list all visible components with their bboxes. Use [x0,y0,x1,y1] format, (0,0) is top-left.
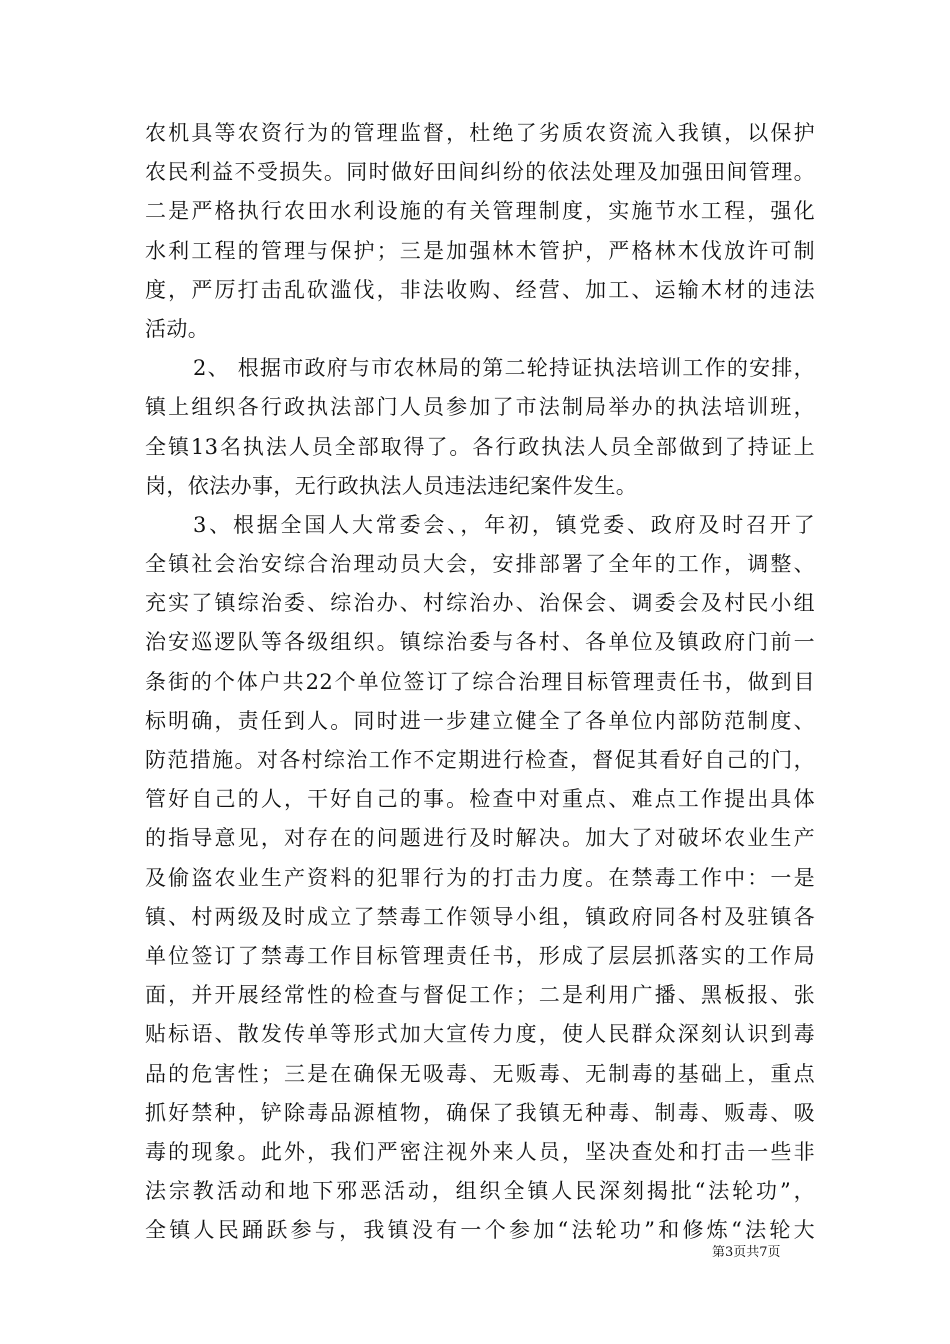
text-line: 全镇人民踊跃参与，我镇没有一个参加“法轮功”和修炼“法轮大 [145,1218,815,1243]
text-line: 管好自己的人，干好自己的事。检查中对重点、难点工作提出具体 [145,787,815,812]
text-line: 农机具等农资行为的管理监督，杜绝了劣质农资流入我镇，以保护 [145,121,815,145]
text-line: 条街的个体户共22个单位签订了综合治理目标管理责任书，做到目 [145,669,815,694]
text-line: 农民利益不受损失。同时做好田间纠纷的依法处理及加强田间管理。 [145,160,815,185]
text-line: 治安巡逻队等各级组织。镇综治委与各村、各单位及镇政府门前一 [145,630,815,655]
text-line: 法宗教活动和地下邪恶活动，组织全镇人民深刻揭批“法轮功”， [145,1179,815,1204]
text-line: 充实了镇综治委、综治办、村综治办、治保会、调委会及村民小组 [145,591,815,616]
text-line: 单位签订了禁毒工作目标管理责任书，形成了层层抓落实的工作局 [145,943,815,968]
text-line: 度，严厉打击乱砍滥伐，非法收购、经营、加工、运输木材的违法 [145,277,815,302]
text-line: 全镇社会治安综合治理动员大会，安排部署了全年的工作，调整、 [145,552,815,577]
text-line: 水利工程的管理与保护；三是加强林木管护，严格林木伐放许可制 [145,238,815,263]
text-line: 活动。 [145,316,210,341]
text-line: 全镇13名执法人员全部取得了。各行政执法人员全部做到了持证上 [145,434,815,459]
text-line: 标明确，责任到人。同时进一步建立健全了各单位内部防范制度、 [145,708,815,733]
text-line: 二是严格执行农田水利设施的有关管理制度，实施节水工程，强化 [145,199,815,224]
text-line: 镇上组织各行政执法部门人员参加了市法制局举办的执法培训班， [145,395,815,420]
text-line: 岗，依法办事，无行政执法人员违法违纪案件发生。 [145,473,638,498]
paragraph-start-line: 3、根据全国人大常委会、，年初，镇党委、政府及时召开了 [193,512,815,537]
text-line: 的指导意见，对存在的问题进行及时解决。加大了对破坏农业生产 [145,826,815,851]
text-line: 镇、村两级及时成立了禁毒工作领导小组，镇政府同各村及驻镇各 [145,904,815,929]
text-line: 毒的现象。此外，我们严密注视外来人员，坚决查处和打击一些非 [145,1139,815,1164]
document-body [145,114,815,1250]
text-line: 及偷盗农业生产资料的犯罪行为的打击力度。在禁毒工作中：一是 [145,865,815,890]
page-number: 第3页共7页 [712,1245,781,1260]
text-line: 贴标语、散发传单等形式加大宣传力度，使人民群众深刻认识到毒 [145,1022,815,1047]
text-line: 防范措施。对各村综治工作不定期进行检查，督促其看好自己的门， [145,748,815,772]
paragraph-start-line: 2、 根据市政府与市农林局的第二轮持证执法培训工作的安排， [193,356,815,381]
text-line: 品的危害性；三是在确保无吸毒、无贩毒、无制毒的基础上，重点 [145,1061,815,1086]
text-line: 抓好禁种，铲除毒品源植物，确保了我镇无种毒、制毒、贩毒、吸 [145,1100,815,1125]
text-line: 面，并开展经常性的检查与督促工作；二是利用广播、黑板报、张 [145,983,815,1008]
